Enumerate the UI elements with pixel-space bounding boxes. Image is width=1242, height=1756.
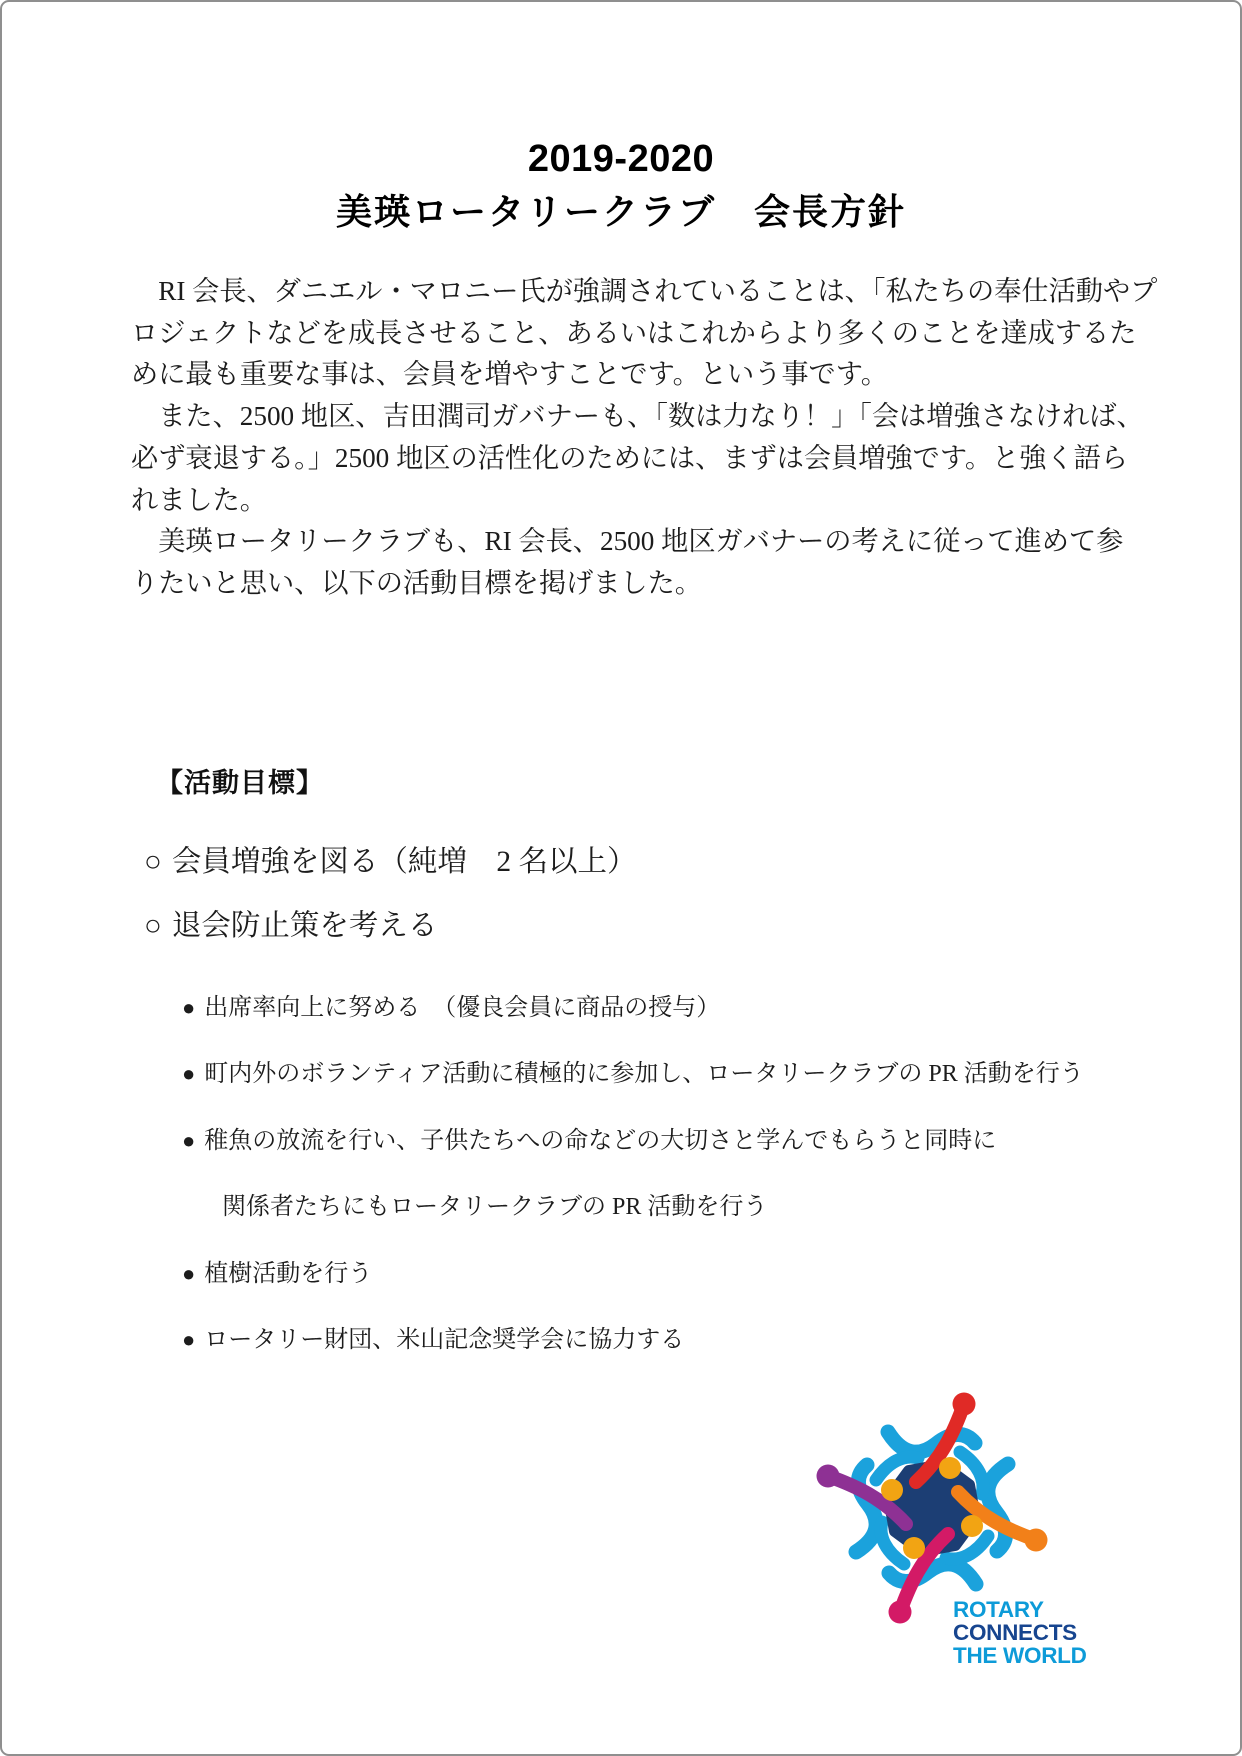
bullet-marker-icon: ● bbox=[182, 995, 196, 1020]
goal-item bbox=[144, 902, 636, 966]
bullet-item-text: 植樹活動を行う bbox=[204, 1260, 373, 1287]
bullet-item-text: 出席率向上に努める （優良会員に商品の授与） bbox=[204, 995, 721, 1021]
bullet-item bbox=[182, 987, 1084, 1053]
gold-dot bbox=[939, 1457, 961, 1479]
gold-dot bbox=[961, 1515, 983, 1537]
body-line: また、2500 地区、吉田潤司ガバナーも、「数は力なり！」「会は増強さなければ、 bbox=[131, 401, 1144, 432]
navy-center-blob bbox=[889, 1465, 975, 1551]
bullet-marker-icon: ● bbox=[182, 1127, 196, 1153]
bullet-item-text: 稚魚の放流を行い、子供たちへの命などの大切さと学んでもらうと同時に bbox=[204, 1127, 997, 1154]
body-line: 必ず衰退する。」2500 地区の活性化のためには、まずは会員増強です。と強く語ら bbox=[131, 442, 1128, 473]
goals-section-heading: 【活動目標】 bbox=[156, 768, 324, 798]
goal-bullet-list bbox=[182, 987, 1084, 1385]
bullet-marker-icon: ● bbox=[182, 1061, 196, 1087]
logo-text-the-world: THE WORLD bbox=[953, 1643, 1087, 1668]
gold-dot bbox=[903, 1537, 925, 1559]
gold-dot bbox=[881, 1479, 903, 1501]
bullet-marker-icon: ● bbox=[182, 1326, 196, 1352]
bullet-item bbox=[182, 1319, 1084, 1385]
rotary-logo-svg bbox=[812, 1388, 1112, 1678]
goal-item bbox=[144, 838, 636, 902]
circle-marker-icon: ○ bbox=[144, 909, 162, 942]
body-line: れました。 bbox=[131, 484, 267, 515]
body-line: りたいと思い、以下の活動目標を掲げました。 bbox=[131, 567, 702, 598]
logo-text-rotary: ROTARY bbox=[953, 1597, 1044, 1622]
circle-marker-icon: ○ bbox=[144, 846, 162, 878]
title-club-policy: 美瑛ロータリークラブ 会長方針 bbox=[335, 191, 906, 232]
goal-circle-list bbox=[144, 838, 636, 965]
bullet-item-continuation: 関係者たちにもロータリークラブの PR 活動を行う bbox=[222, 1194, 768, 1221]
title-year: 2019-2020 bbox=[527, 138, 715, 180]
goal-item-text: 退会防止策を考える bbox=[171, 909, 438, 942]
body-line: RI 会長、ダニエル・マロニー氏が強調されていることは、「私たちの奉仕活動やプ bbox=[131, 276, 1158, 306]
body-line: めに最も重要な事は、会員を増やすことです。という事です。 bbox=[131, 359, 888, 390]
bullet-item-text: 町内外のボランティア活動に積極的に参加し、ロータリークラブの PR 活動を行う bbox=[204, 1061, 1084, 1088]
goal-item-text: 会員増強を図る（純増 2 名以上） bbox=[171, 846, 637, 878]
logo-text-connects: CONNECTS bbox=[953, 1620, 1077, 1645]
bullet-marker-icon: ● bbox=[182, 1260, 196, 1286]
rotary-connects-the-world-logo bbox=[812, 1388, 1112, 1678]
bullet-item bbox=[182, 1253, 1084, 1319]
bullet-item-text: ロータリー財団、米山記念奨学会に協力する bbox=[204, 1326, 685, 1353]
body-line: ロジェクトなどを成長させること、あるいはこれからより多くのことを達成するた bbox=[131, 317, 1137, 348]
body-paragraphs bbox=[131, 271, 1158, 605]
bullet-item bbox=[182, 1053, 1084, 1119]
body-line: 美瑛ロータリークラブも、RI 会長、2500 地区ガバナーの考えに従って進めて参 bbox=[131, 526, 1124, 557]
bullet-item bbox=[182, 1120, 1084, 1186]
